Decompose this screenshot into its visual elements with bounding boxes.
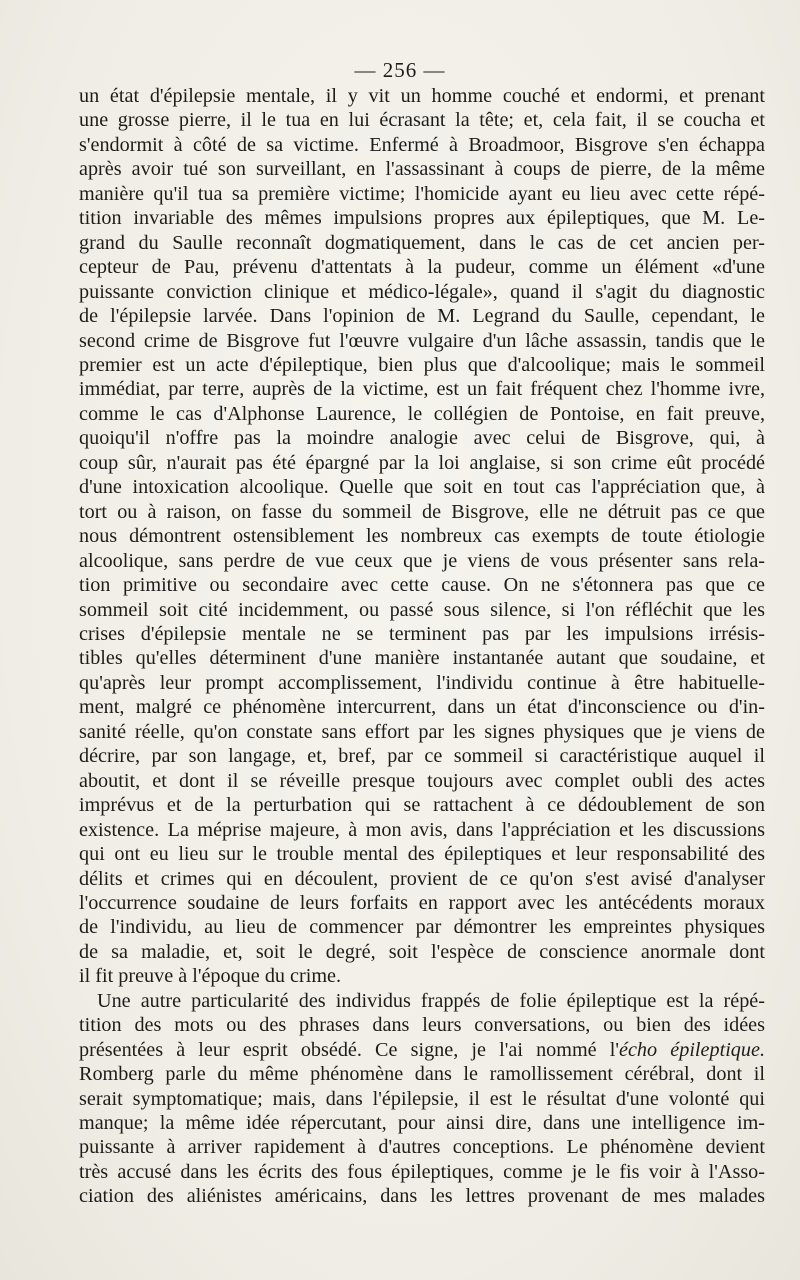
text-line: un état d'épilepsie mentale, il y vit un homme couché et endormi, et prenant [79,85,765,107]
text-line: délits et crimes qui en découlent, provient de ce qu'on s'est avisé d'analyser [79,867,765,890]
text-line: alcoolique, sans perdre de vue ceux que je viens de vous présenter sans rela- [79,549,765,572]
text-line: tibles qu'elles déterminent d'une manière instantanée autant que soudaine, et [79,647,765,670]
paragraph-1 [79,84,765,989]
text-line: nous démontrent ostensiblement les nombreux cas exempts de toute étiologie [79,525,765,548]
text-line: d'une intoxication alcoolique. Quelle que soit en tout cas l'appréciation que, à [79,476,765,499]
text-line: tort ou à raison, on fasse du sommeil de Bisgrove, elle ne détruit pas ce que [79,500,765,523]
text-line: ment, malgré ce phénomène intercurrent, dans un état d'inconscience ou d'in- [79,696,765,719]
text-line: immédiat, par terre, auprès de la victime, est un fait fréquent chez l'homme ivre, [79,378,765,401]
text-line: imprévus et de la perturbation qui se rattachent à ce dédoublement de son [79,794,765,817]
text-line: qu'après leur prompt accomplissement, l'individu continue à être habituelle- [79,671,765,694]
text-line: premier est un acte d'épileptique, bien plus que d'alcoolique; mais le sommeil [79,353,765,376]
text-line: second crime de Bisgrove fut l'œuvre vulgaire d'un lâche assassin, tandis que le [79,329,765,352]
text-segment: présentées à leur esprit obsédé. Ce signe, je l'ai nommé l' [79,1038,620,1061]
text-line: l'occurrence soudaine de leurs forfaits en rapport avec les antécédents moraux [79,891,765,914]
text-line: de sa maladie, et, soit le degré, soit l'espèce de conscience anormale dont [79,940,765,963]
text-line: qui ont eu lieu sur le trouble mental des épileptiques et leur responsabilité des [79,843,765,866]
text-line: quoiqu'il n'offre pas la moindre analogie avec celui de Bisgrove, qui, à [79,427,765,450]
text-line: serait symptomatique; mais, dans l'épilepsie, il est le résultat d'une volonté qui [79,1087,765,1110]
text-line: cepteur de Pau, prévenu d'attentats à la pudeur, comme un élément «d'une [79,256,765,279]
text-line: très accusé dans les écrits des fous épileptiques, comme je le fis voir à l'Asso- [79,1160,765,1183]
text-line: tition des mots ou des phrases dans leurs conversations, ou bien des idées [79,1014,765,1037]
text-line: tition invariable des mêmes impulsions propres aux épileptiques, que M. Le- [79,207,765,230]
text-line: manque; la même idée répercutant, pour ainsi dire, dans une intelligence im- [79,1112,765,1135]
text-line: Une autre particularité des individus frappés de folie épileptique est la répé- [97,989,765,1012]
text-line: de l'épilepsie larvée. Dans l'opinion de M. Legrand du Saulle, cependant, le [79,305,765,328]
text-line: existence. La méprise majeure, à mon avis, dans l'appréciation et les discussions [79,818,765,841]
page-number: — 256 — [354,58,446,82]
text-line: il fit preuve à l'époque du crime. [79,965,342,988]
text-line: après avoir tué son surveillant, en l'assassinant à coups de pierre, de la même [79,158,765,181]
paragraph-2 [79,989,765,1209]
text-line: une grosse pierre, il le tua en lui écrasant la tête; et, cela fait, il se coucha et [79,109,765,132]
text-line: ciation des aliénistes américains, dans les lettres provenant de mes malades [79,1185,765,1208]
text-line: puissante conviction clinique et médico-légale», quand il s'agit du diagnostic [79,280,765,303]
text-line: aboutit, et dont il se réveille presque toujours avec complet oubli des actes [79,769,765,792]
text-line: coup sûr, n'aurait pas été épargné par la loi anglaise, si son crime eût procédé [79,451,765,474]
text-line: s'endormit à côté de sa victime. Enfermé à Broadmoor, Bisgrove s'en échappa [79,133,765,156]
text-line: tion primitive ou secondaire avec cette cause. On ne s'étonnera pas que ce [79,574,765,597]
text-line-with-term [79,1038,765,1062]
text-line: crises d'épilepsie mentale ne se terminent pas par les impulsions irrésis- [79,622,765,645]
text-line: sommeil soit cité incidemment, ou passé sous silence, si l'on réfléchit que les [79,598,765,621]
text-line: manière qu'il tua sa première victime; l'homicide ayant eu lieu avec cette répé- [79,182,765,205]
italic-term: écho épileptique. [619,1038,765,1061]
text-line: Romberg parle du même phénomène dans le ramollissement cérébral, dont il [79,1063,765,1086]
text-line: sanité réelle, qu'on constate sans effort par les signes physiques que je viens de [79,720,765,743]
text-line: décrire, par son langage, et, bref, par ce sommeil si caractéristique auquel il [79,745,765,768]
text-line: de l'individu, au lieu de commencer par démontrer les empreintes physiques [79,916,765,939]
text-line: comme le cas d'Alphonse Laurence, le collégien de Pontoise, en fait preuve, [79,402,765,425]
body-text [79,84,765,1209]
text-line: puissante à arriver rapidement à d'autres conceptions. Le phénomène devient [79,1136,765,1159]
text-line: grand du Saulle reconnaît dogmatiquement, dans le cas de cet ancien per- [79,231,765,254]
